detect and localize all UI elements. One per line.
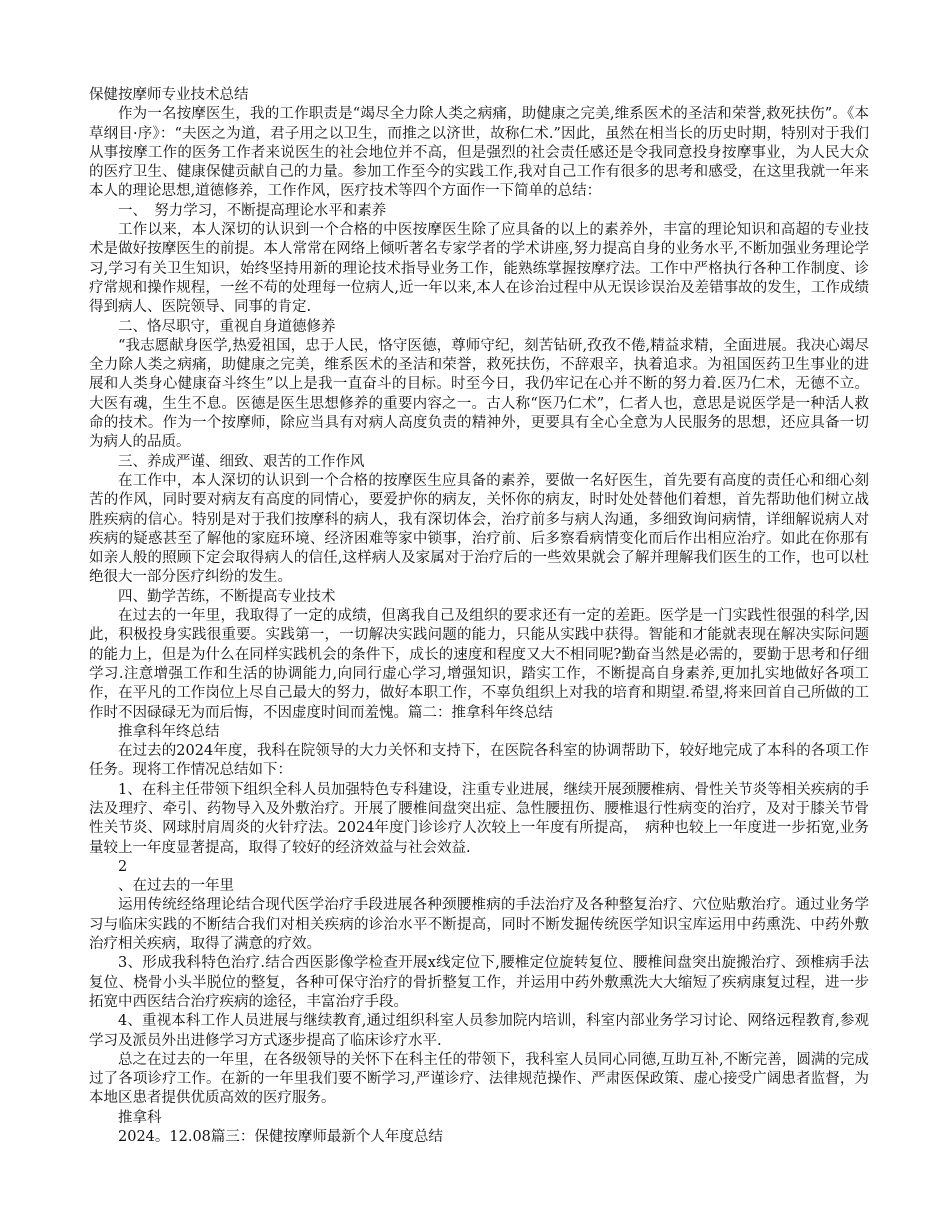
part-2-past-year-heading: 、在过去的一年里 [118, 878, 234, 895]
document-page [89, 86, 869, 1147]
section-4-heading: 四、勤学苦练，不断提高专业技术 [118, 588, 336, 605]
part-2-item-number: 2 [118, 858, 128, 875]
part-2-item-3: 3、形成我科特色治疗.结合西医影像学检查开展x线定位下,腰椎定位旋转复位、腰椎间盘突出旋搬治疗、颈椎病手法复位、桡骨小头半脱位的整复，各种可保守治疗的骨折整复工作，并运用中药外敷熏洗大大缩短了疾病康复过程，进一步拓宽中西医结合治疗疾病的途径，丰富治疗手段。 [89, 955, 869, 1010]
part-2-item-2: 运用传统经络理论结合现代医学治疗手段进展各种颈腰椎病的手法治疗及各种整复治疗、穴位贴敷治疗。通过业务学习与临床实践的不断结合我们对相关疾病的诊治水平不断提高，同时不断发掘传统医学知识宝库运用中药熏洗、中药外敷治疗相关疾病，取得了满意的疗效。 [89, 897, 869, 953]
section-2-body: “我志愿献身医学,热爱祖国，忠于人民，恪守医德，尊师守纪，刻苦钻研,孜孜不倦,精益求精，全面进展。我决心竭尽全力除人类之病痛，助健康之完美，维系医术的圣洁和荣誉，救死扶伤，不辞艰辛，执着追求。为祖国医药卫生事业的进展和人类身心健康奋斗终生”以上是我一直奋斗的目标。时至今日，我仍牢记在心并不断的努力着.医乃仁术，无德不立。大医有魂，生生不息。医德是医生思想修养的重要内容之一。古人称“医乃仁术”，仁者人也，意思是说医学是一种活人救命的技术。作为一个按摩师，除应当具有对病人高度负责的精神外，更要具有全心全意为人民服务的思想，还应具备一切为病人的品质。 [89, 337, 869, 451]
section-4-body: 在过去的一年里，我取得了一定的成绩，但离我自己及组织的要求还有一定的差距。医学是一门实践性很强的科学,因此，积极投身实践很重要。实践第一，一切解决实践问题的能力，只能从实践中获得。智能和才能就表现在解决实际问题的能力上，但是为什么在同样实践机会的条件下，成长的速度和程度又大不相同呢?勤奋当然是必需的，要勤于思考和仔细学习.注意增强工作和生活的协调能力,向同行虚心学习,增强知识，踏实工作，不断提高自身素养,更加扎实地做好各项工作，在平凡的工作岗位上尽自己最大的努力，做好本职工作，不辜负组织上对我的培育和期望.希望,将来回首自己所做的工作时不因碌碌无为而后悔，不因虚度时间而羞愧。篇二：推拿科年终总结 [89, 608, 869, 721]
part-2-item-4: 4、重视本科工作人员进展与继续教育,通过组织科室人员参加院内培训，科室内部业务学习讨论、网络远程教育,参观学习及派员外出进修学习方式逐步提高了临床诊疗水平. [89, 1013, 869, 1049]
section-3-body: 在工作中，本人深切的认识到一个合格的按摩医生应具备的素养，要做一名好医生，首先要有高度的责任心和细心刻苦的作风，同时要对病友有高度的同情心，要爱护你的病友，关怀你的病友，时时处处替他们着想，首先帮助他们树立战胜疾病的信心。特别是对于我们按摩科的病人，我有深切体会，治疗前多与病人沟通，多细致询问病情，详细解说病人对疾病的疑惑甚至了解他的家庭环境、经济困难等家中锁事，治疗前、后多察看病情变化而后作出相应治疗。如此在你那有如亲人般的照顾下定会取得病人的信任,这样病人及家属对于治疗后的一些效果就会了解并理解我们医生的工作，也可以杜绝很大一部分医疗纠纷的发生。 [89, 472, 869, 586]
section-1-heading: 一、 努力学习，不断提高理论水平和素养 [118, 202, 387, 219]
part-2-summary: 总之在过去的一年里，在各级领导的关怀下在科主任的带领下，我科室人员同心同德,互助互补,不断完善，圆满的完成过了各项诊疗工作。在新的一年里我们要不断学习,严谨诊疗、法律规范操作、严肃医保政策、虚心接受广阔患者监督，为本地区患者提供优质高效的医疗服务。 [89, 1051, 869, 1107]
section-2-heading: 二、恪尽职守，重视自身道德修养 [118, 318, 336, 335]
document-title: 保健按摩师专业技术总结 [89, 87, 249, 103]
intro-paragraph: 作为一名按摩医生，我的工作职责是“竭尽全力除人类之病痛，助健康之完美,维系医术的圣洁和荣誉,救死扶伤”。《本草纲目·序》：“夫医之为道，君子用之以卫生，而推之以济世，故称仁术.”因此，虽然在相当长的历史时期，特别对于我们从事按摩工作的医务工作者来说医生的社会地位并不高，但是强烈的社会责任感还是令我同意投身按摩事业，为人民大众的医疗卫生、健康保健贡献自己的力量。参加工作至今的实践工作,我对自己工作有很多的思考和感受，在这里我就一年来本人的理论思想,道德修养，工作作风，医疗技术等四个方面作一下简单的总结： [89, 106, 869, 200]
part-2-title: 推拿科年终总结 [118, 723, 220, 740]
part-2-signature: 推拿科 [118, 1109, 162, 1126]
section-3-heading: 三、养成严谨、细致、艰苦的工作作风 [118, 453, 365, 470]
part-2-item-1: 1、在科主任带领下组织全科人员加强特色专科建设，注重专业进展，继续开展颈腰椎病、骨性关节炎等相关疾病的手法及理疗、牵引、药物导入及外敷治疗。开展了腰椎间盘突出症、急性腰扭伤、腰椎退行性病变的治疗，及对于膝关节骨性关节炎、网球肘肩周炎的火针疗法。2024年度门诊诊疗人次较上一年度有所提高， 病种也较上一年度进一步拓宽,业务量较上一年度显著提高，取得了较好的经济效益与社会效益. [89, 781, 869, 856]
part-2-date: 2024。12.08篇三：保健按摩师最新个人年度总结 [118, 1129, 443, 1146]
section-1-body: 工作以来，本人深切的认识到一个合格的中医按摩医生除了应具备的以上的素养外，丰富的理论知识和高超的专业技术是做好按摩医生的前提。本人常常在网络上倾听著名专家学者的学术讲座,努力提高自身的业务水平,不断加强业务理论学习,学习有关卫生知识，始终坚持用新的理论技术指导业务工作，能熟练掌握按摩疗法。工作中严格执行各种工作制度、诊疗常规和操作规程，一丝不苟的处理每一位病人,近一年以来,本人在诊治过程中从无误诊误治及差错事故的发生，工作成绩得到病人、医院领导、同事的肯定. [89, 222, 869, 316]
part-2-intro: 在过去的2024年度，我科在院领导的大力关怀和支持下，在医院各科室的协调帮助下，较好地完成了本科的各项工作任务。现将工作情况总结如下： [89, 743, 869, 779]
